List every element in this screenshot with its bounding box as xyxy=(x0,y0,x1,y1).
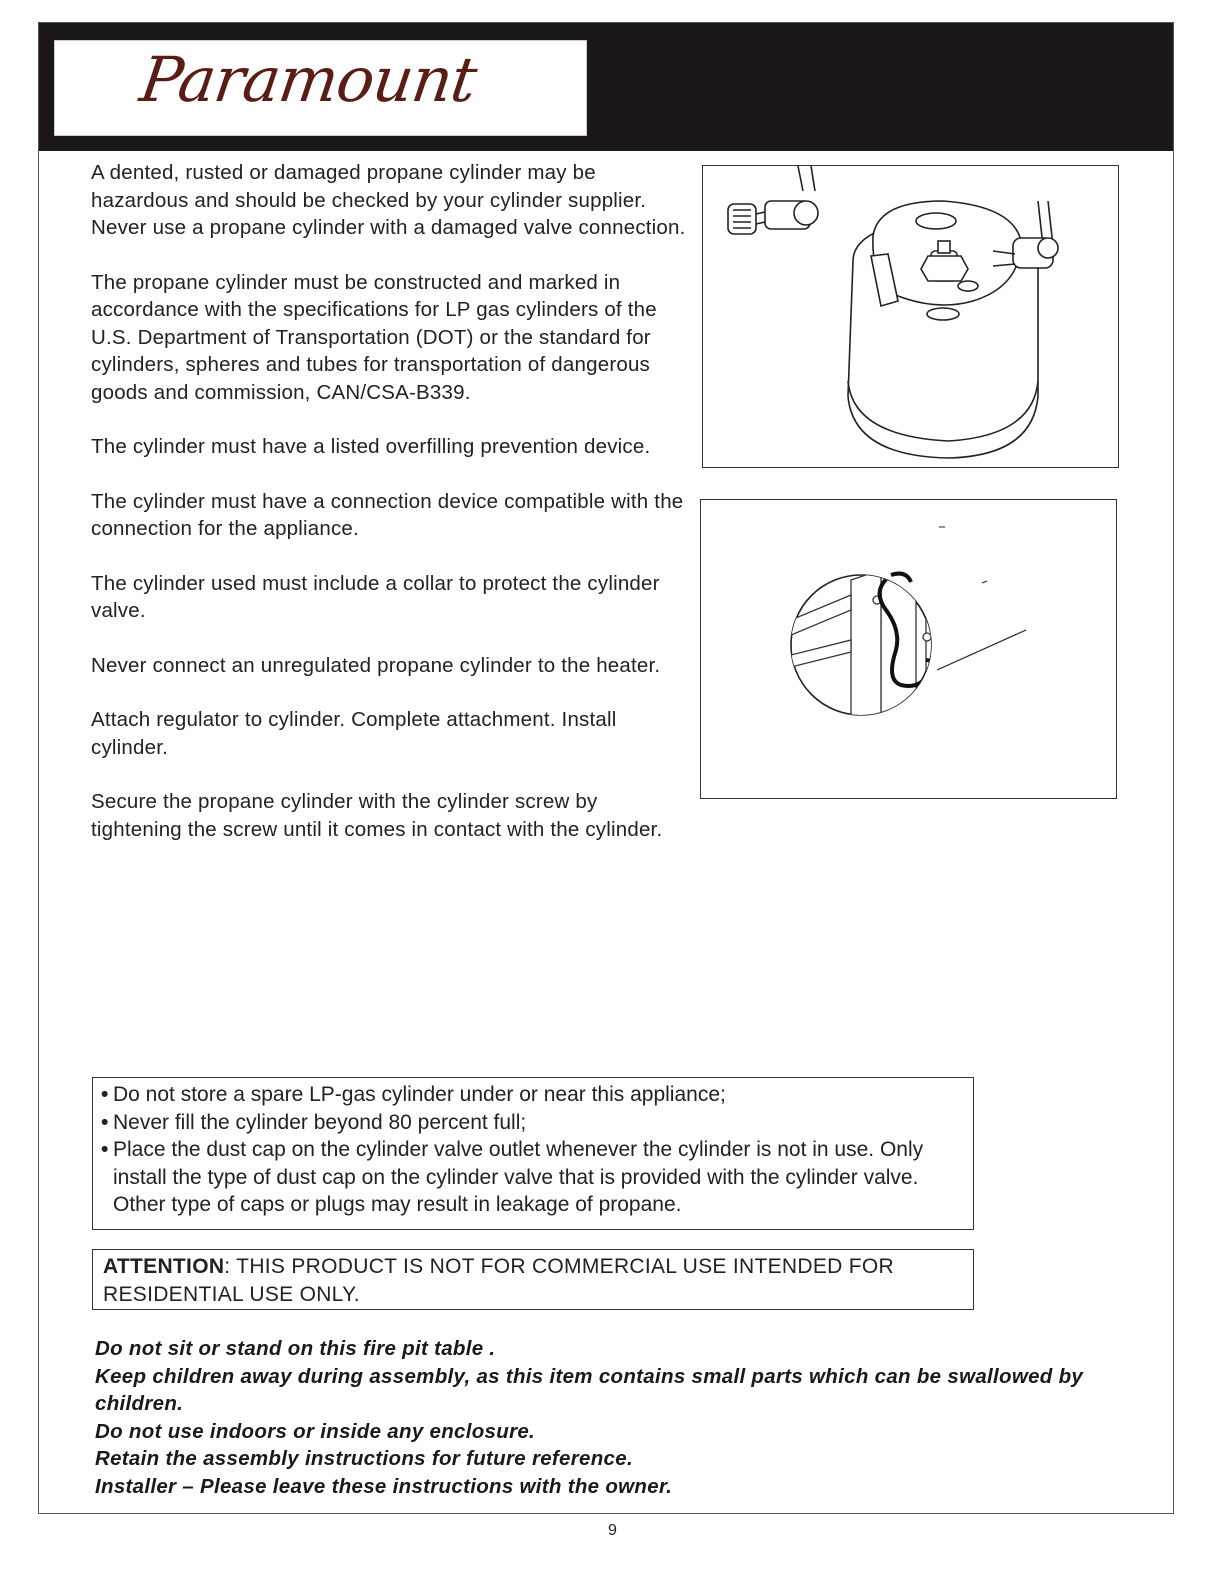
paragraph: The cylinder must have a connection device compatible with the connection for the appliance. xyxy=(91,489,684,540)
list-item xyxy=(101,1136,963,1219)
attention-text: : THIS PRODUCT IS NOT FOR COMMERCIAL USE INTENDED FOR RESIDENTIAL USE ONLY. xyxy=(103,1255,894,1306)
warning-text: Never fill the cylinder beyond 80 percent full; xyxy=(113,1110,527,1134)
attention-box xyxy=(92,1249,974,1310)
safety-note: Do not use indoors or inside any enclosure. xyxy=(95,1419,536,1443)
paragraph: A dented, rusted or damaged propane cylinder may be hazardous and should be checked by your cylinder supplier. Never use a propane cylinder with a damaged valve connection. xyxy=(91,161,686,239)
paragraph: The cylinder used must include a collar to protect the cylinder valve. xyxy=(91,571,660,622)
propane-cylinder-regulator-icon xyxy=(703,166,1118,467)
attention-label: ATTENTION xyxy=(103,1255,225,1278)
safety-note: Installer – Please leave these instructions with the owner. xyxy=(95,1474,673,1498)
safety-note: Keep children away during assembly, as this item contains small parts which can be swallowed by children. xyxy=(95,1364,1084,1415)
bullet: • xyxy=(101,1083,109,1106)
logo-box xyxy=(54,40,587,136)
safety-note: Retain the assembly instructions for future reference. xyxy=(95,1447,633,1470)
safety-note: Do not sit or stand on this fire pit table . xyxy=(95,1337,496,1360)
figure-propane-cylinder xyxy=(702,165,1119,468)
warning-box xyxy=(92,1077,974,1230)
paragraph: Secure the propane cylinder with the cylinder screw by tightening the screw until it comes in contact with the cylinder. xyxy=(91,790,663,841)
bullet: • xyxy=(101,1138,109,1161)
instruction-text xyxy=(91,159,691,870)
list-item xyxy=(101,1081,963,1109)
page-number: 9 xyxy=(608,1522,617,1539)
paragraph: Never connect an unregulated propane cylinder to the heater. xyxy=(91,653,661,677)
paragraph: Attach regulator to cylinder. Complete attachment. Install cylinder. xyxy=(91,708,617,759)
cylinder-hook-detail-icon xyxy=(701,500,1116,798)
warning-text: Do not store a spare LP-gas cylinder under or near this appliance; xyxy=(113,1083,726,1106)
brand-logo: Paramount xyxy=(135,43,481,116)
paragraph: The propane cylinder must be constructed and marked in accordance with the specifications for LP gas cylinders of the U.S. Department of Transportation (DOT) or the standard for cylinders, spheres and tubes for transportation of dangerous goods and commission, CAN/CSA-B339. xyxy=(91,270,657,404)
list-item xyxy=(101,1109,963,1137)
figure-cylinder-hook xyxy=(700,499,1117,799)
paragraph: The cylinder must have a listed overfilling prevention device. xyxy=(91,435,651,458)
safety-notes xyxy=(95,1335,1095,1500)
warning-text: Place the dust cap on the cylinder valve outlet whenever the cylinder is not in use. Only install the type of dust cap on the cylinder valve that is provided with the cylinder valve. Other type of caps or plugs may result in leakage of propane. xyxy=(113,1138,924,1216)
bullet: • xyxy=(101,1110,109,1134)
